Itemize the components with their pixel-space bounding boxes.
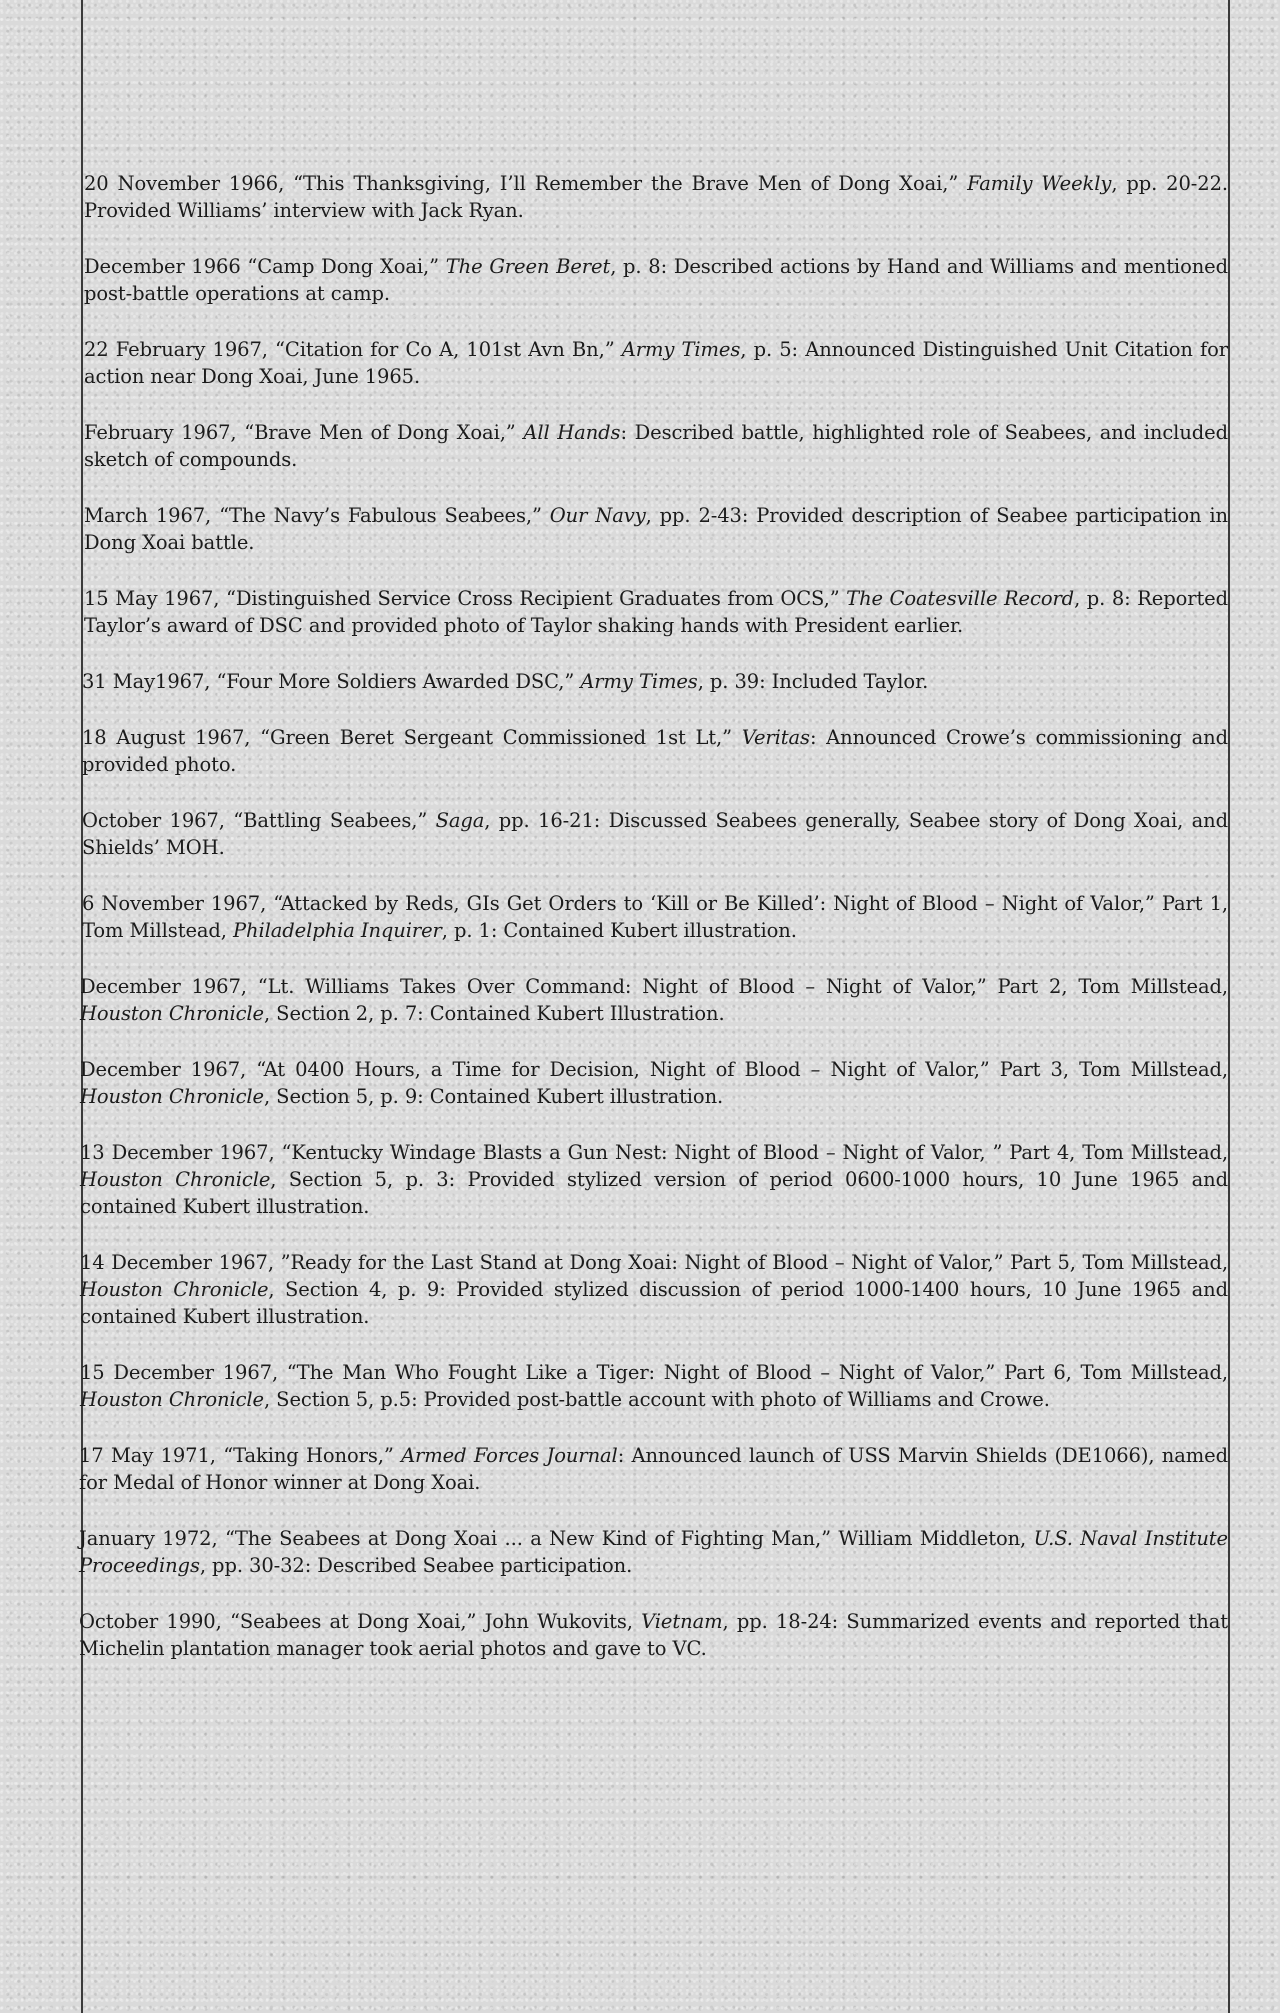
publication-title: Family Weekly [967, 172, 1112, 195]
publication-title: Vietnam [641, 1610, 723, 1633]
publication-title: Houston Chronicle [80, 1085, 264, 1108]
publication-title: The Coatesville Record [846, 587, 1075, 610]
bibliography-entry: March 1967, “The Navy’s Fabulous Seabees,” Our Navy, pp. 2-43: Provided description of Seabee participation in Dong Xoai battle. [84, 504, 1228, 554]
bibliography-entry: December 1967, “At 0400 Hours, a Time for Decision, Night of Blood – Night of Valor,” Part 3, Tom Millstead, Houston Chronicle, Section 5, p. 9: Contained Kubert illustration. [80, 1058, 1228, 1108]
publication-title: Houston Chronicle [80, 1002, 264, 1025]
publication-title: U.S. Naval Institute Proceedings [79, 1527, 1228, 1577]
publication-title: All Hands [523, 421, 621, 444]
publication-title: The Green Beret [445, 255, 611, 278]
publication-title: Army Times [580, 670, 698, 693]
publication-title: Houston Chronicle [80, 1168, 271, 1191]
bibliography-entry: 31 May1967, “Four More Soldiers Awarded DSC,” Army Times, p. 39: Included Taylor. [82, 670, 929, 693]
bibliography-entry: December 1967, “Lt. Williams Takes Over Command: Night of Blood – Night of Valor,” Part 2, Tom Millstead, Houston Chronicle, Section 2, p. 7: Contained Kubert Illustration. [80, 975, 1228, 1025]
bibliography-list [79, 170, 1229, 1691]
bibliography-entry: 17 May 1971, “Taking Honors,” Armed Forces Journal: Announced launch of USS Marvin Shields (DE1066), named for Medal of Honor winner at Dong Xoai. [79, 1444, 1228, 1494]
bibliography-entry: February 1967, “Brave Men of Dong Xoai,” All Hands: Described battle, highlighted role of Seabees, and included sketch of compounds. [84, 421, 1228, 471]
publication-title: Saga [435, 809, 485, 832]
bibliography-entry: 6 November 1967, “Attacked by Reds, GIs Get Orders to ‘Kill or Be Killed’: Night of Blood – Night of Valor,” Part 1, Tom Millstead, Philadelphia Inquirer, p. 1: Contained Kubert illustration. [82, 892, 1228, 942]
bibliography-entry: 18 August 1967, “Green Beret Sergeant Commissioned 1st Lt,” Veritas: Announced Crowe’s commissioning and provided photo. [82, 726, 1228, 776]
publication-title: Our Navy [549, 504, 646, 527]
bibliography-entry: 22 February 1967, “Citation for Co A, 101st Avn Bn,” Army Times, p. 5: Announced Distinguished Unit Citation for action near Dong Xoai, June 1965. [84, 338, 1229, 388]
bibliography-entry: 15 December 1967, “The Man Who Fought Like a Tiger: Night of Blood – Night of Valor,” Part 6, Tom Millstead, Houston Chronicle, Section 5, p.5: Provided post-battle account with photo of Williams and Crowe. [80, 1361, 1228, 1411]
publication-title: Houston Chronicle [80, 1388, 264, 1411]
publication-title: Armed Forces Journal [401, 1444, 618, 1467]
publication-title: Philadelphia Inquirer [233, 919, 442, 942]
bibliography-entry: 14 December 1967, ”Ready for the Last Stand at Dong Xoai: Night of Blood – Night of Valor,” Part 5, Tom Millstead, Houston Chronicle, Section 4, p. 9: Provided stylized discussion of period 1000-1400 hours, 10 June 1965 and contained Kubert illustration. [80, 1251, 1228, 1328]
publication-title: Army Times [621, 338, 741, 361]
bibliography-entry: 20 November 1966, “This Thanksgiving, I’ll Remember the Brave Men of Dong Xoai,” Family Weekly, pp. 20-22. Provided Williams’ interview with Jack Ryan. [84, 172, 1228, 222]
publication-title: Houston Chronicle [80, 1278, 269, 1301]
bibliography-entry: January 1972, “The Seabees at Dong Xoai ... a New Kind of Fighting Man,” William Middleton, U.S. Naval Institute Proceedings, pp. 30-32: Described Seabee participation. [79, 1527, 1228, 1577]
bibliography-entry: 13 December 1967, “Kentucky Windage Blasts a Gun Nest: Night of Blood – Night of Valor, ” Part 4, Tom Millstead, Houston Chronicle, Section 5, p. 3: Provided stylized version of period 0600-1000 hours, 10 June 1965 and contained Kubert illustration. [80, 1141, 1229, 1218]
bibliography-entry: October 1967, “Battling Seabees,” Saga, pp. 16-21: Discussed Seabees generally, Seabee story of Dong Xoai, and Shields’ MOH. [82, 809, 1229, 859]
bibliography-entry: December 1966 “Camp Dong Xoai,” The Green Beret, p. 8: Described actions by Hand and Williams and mentioned post-battle operations at camp. [84, 255, 1228, 305]
right-margin-rule [1228, 0, 1230, 2013]
publication-title: Veritas [741, 726, 810, 749]
bibliography-entry: 15 May 1967, “Distinguished Service Cross Recipient Graduates from OCS,” The Coatesville Record, p. 8: Reported Taylor’s award of DSC and provided photo of Taylor shaking hands with President earlier. [84, 587, 1229, 637]
bibliography-entry: October 1990, “Seabees at Dong Xoai,” John Wukovits, Vietnam, pp. 18-24: Summarized events and reported that Michelin plantation manager took aerial photos and gave to VC. [79, 1610, 1229, 1660]
